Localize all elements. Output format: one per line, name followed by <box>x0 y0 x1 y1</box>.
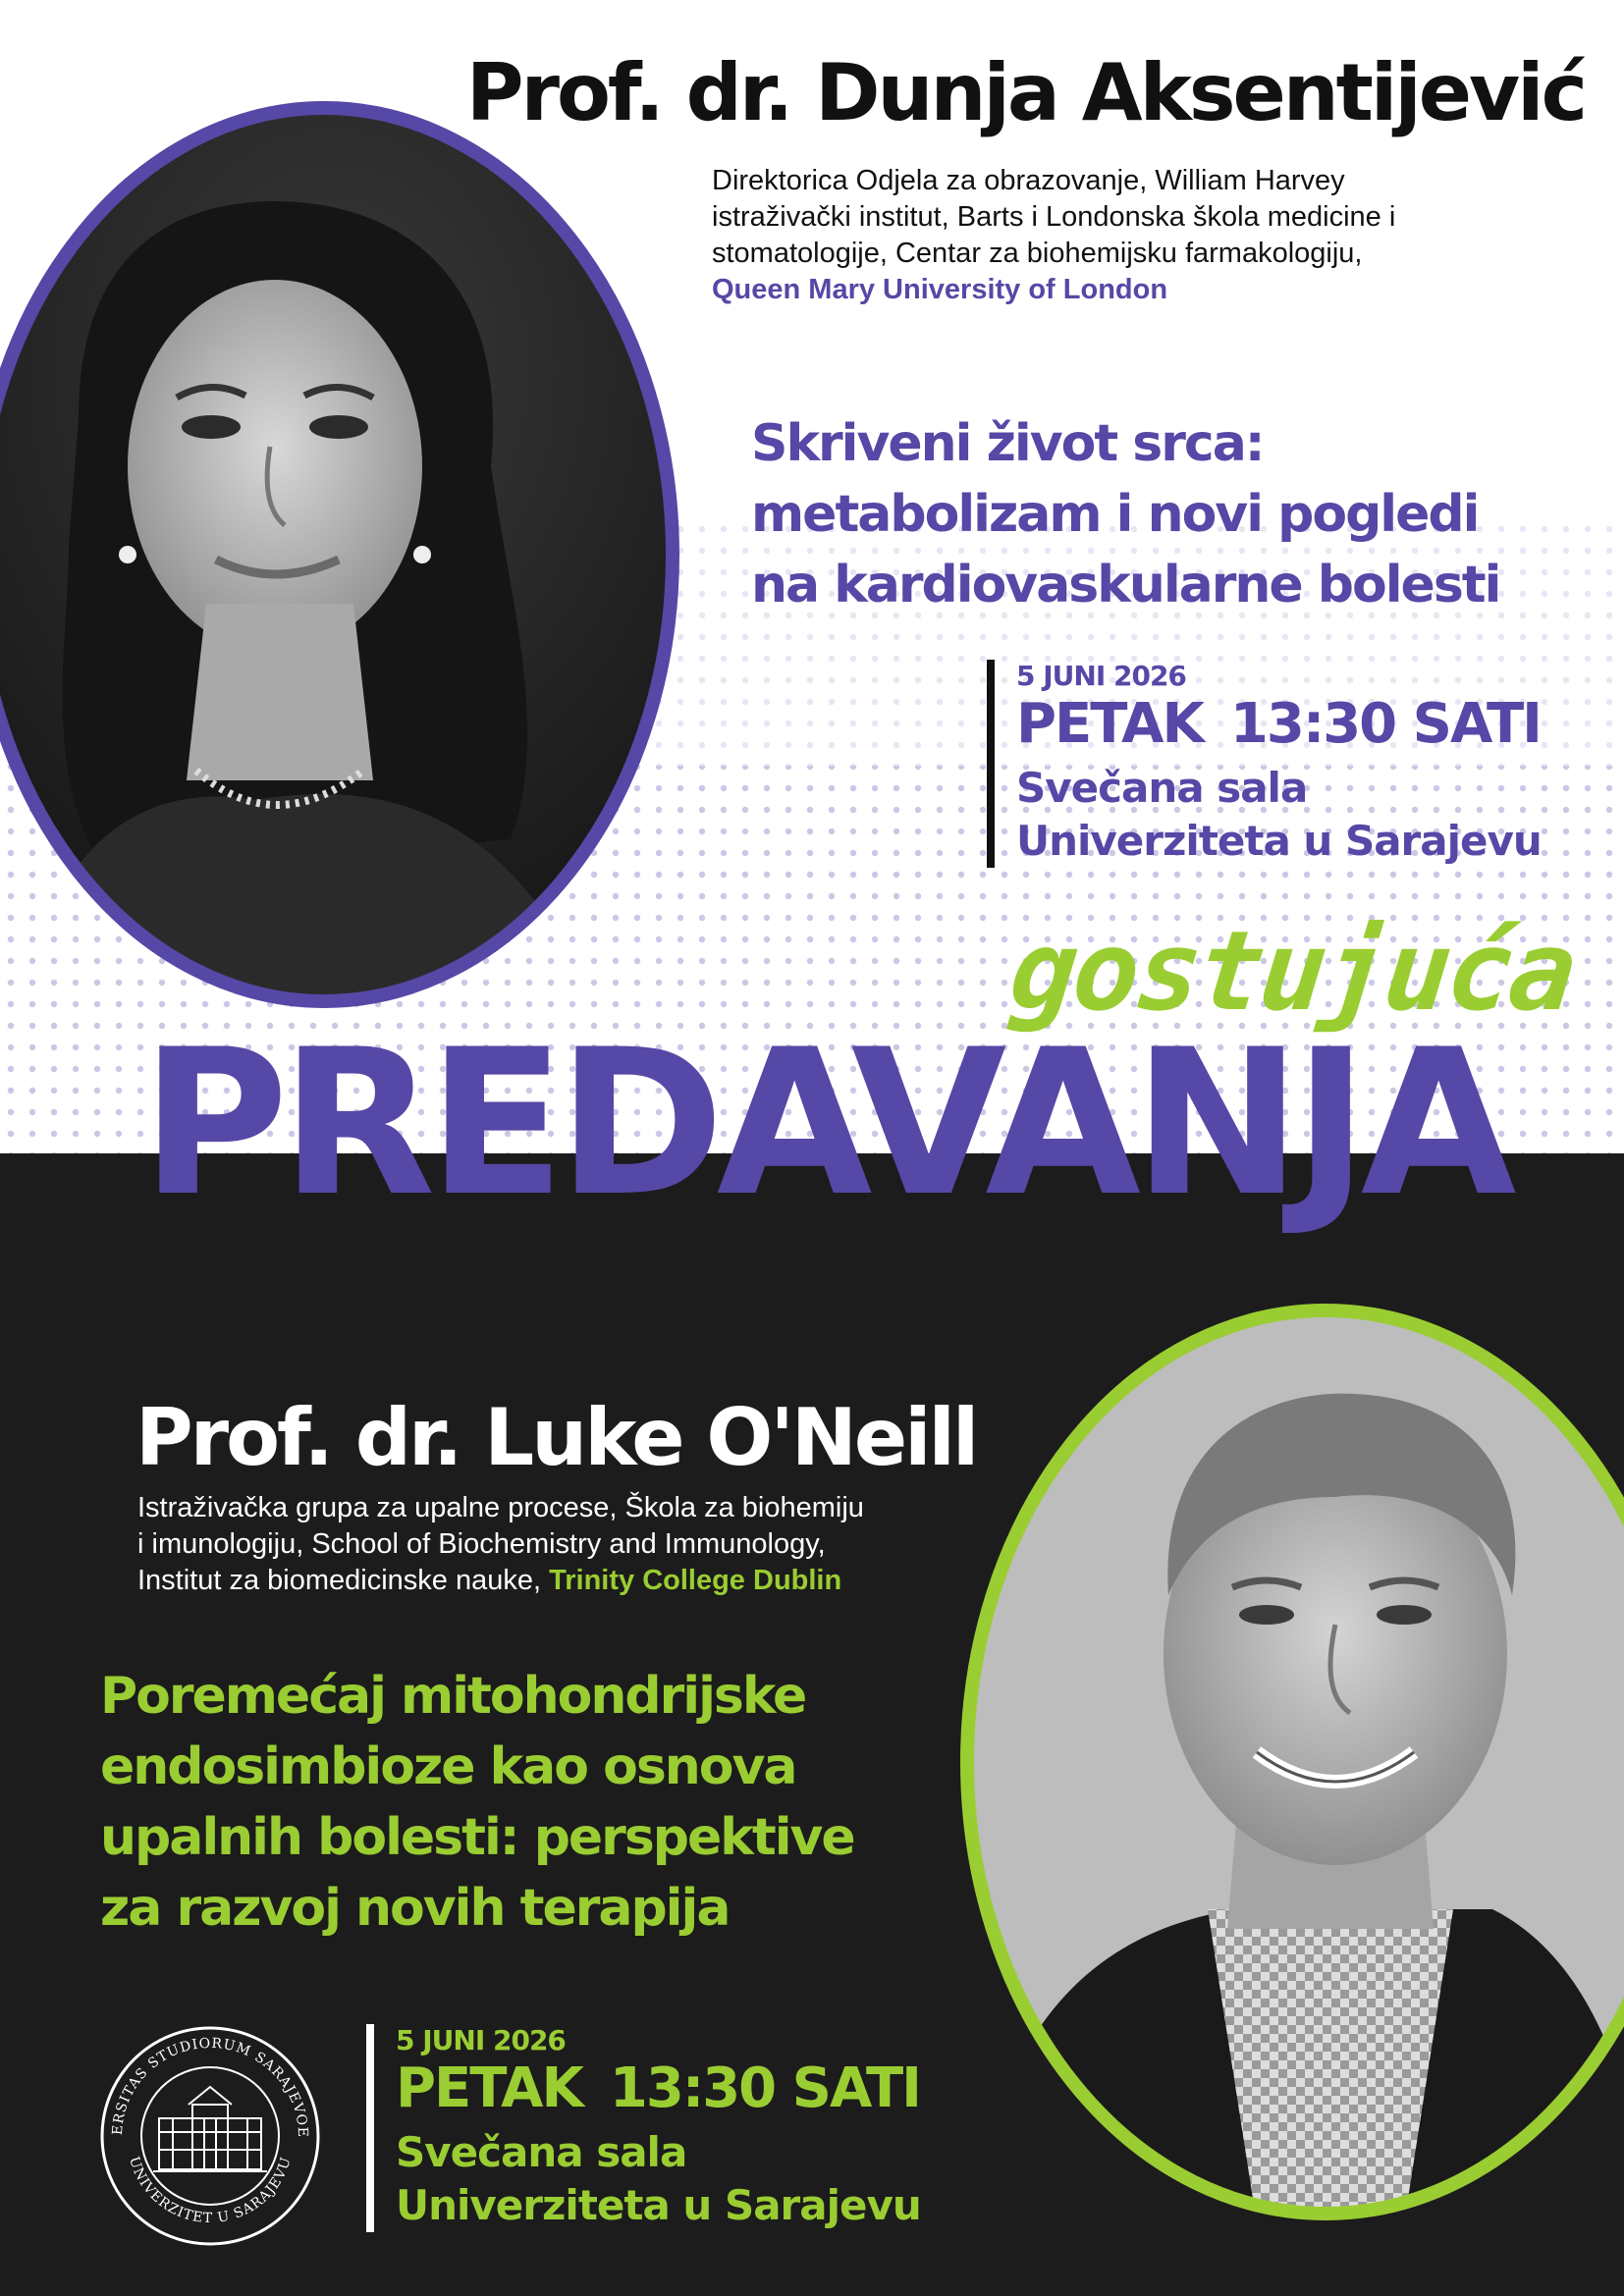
top-speaker-affiliation <box>712 163 1576 308</box>
bottom-venue-line1: Svečana sala <box>396 2128 687 2176</box>
bottom-venue-line2: Univerziteta u Sarajevu <box>396 2181 921 2229</box>
bottom-speaker-name: Prof. dr. Luke O'Neill <box>135 1392 977 1483</box>
top-lecture-title <box>751 408 1499 620</box>
bottom-speaker-affiliation <box>137 1490 1001 1599</box>
affiliation-line: i imunologiju, School of Biochemistry and Immunology, <box>137 1528 826 1560</box>
university-building-seal-icon <box>98 2024 322 2248</box>
affiliation-line: Istraživačka grupa za upalne procese, Škola za biohemiju <box>137 1492 864 1523</box>
affiliation-line: Direktorica Odjela za obrazovanje, William Harvey <box>712 165 1345 196</box>
top-venue-line1: Svečana sala <box>1016 764 1308 812</box>
title-line: endosimbioze kao osnova <box>100 1737 796 1796</box>
affiliation-line: stomatologije, Centar za biohemijsku farmakologiju, <box>712 238 1363 269</box>
top-date-block <box>987 660 1542 868</box>
portrait-photo-woman-icon <box>0 93 707 1016</box>
top-date: 5 JUNI 2026 <box>1016 660 1186 692</box>
svg-text:UNIVERSITAS STUDIORUM SARAJEVO: ERSITAS STUDIORUM SARAJEVOE <box>109 2035 311 2139</box>
bottom-lecture-title <box>100 1661 854 1944</box>
bottom-speaker-institution: Trinity College Dublin <box>549 1565 842 1596</box>
bottom-speaker-photo <box>943 1301 1624 2223</box>
top-speaker-institution: Queen Mary University of London <box>712 274 1168 305</box>
university-seal <box>98 2024 322 2248</box>
top-day-time <box>1016 693 1542 756</box>
svg-text:UNIVERZITET U SARAJEVU: UNIVERZITET U SARAJEVU <box>126 2155 295 2227</box>
title-line: upalnih bolesti: perspektive <box>100 1808 854 1867</box>
banner-script-word: gostujuća <box>1004 908 1579 1036</box>
affiliation-line: istraživački institut, Barts i Londonska škola medicine i <box>712 201 1396 233</box>
portrait-photo-man-icon <box>943 1301 1624 2223</box>
title-line: za razvoj novih terapija <box>100 1879 730 1938</box>
title-line: Poremećaj mitohondrijske <box>100 1667 806 1726</box>
banner-main-word: PREDAVANJA <box>140 1007 1509 1241</box>
top-venue-line2: Univerziteta u Sarajevu <box>1016 817 1542 865</box>
bottom-time: 13:30 SATI <box>609 2056 920 2120</box>
top-speaker-photo <box>0 93 707 1016</box>
title-line: metabolizam i novi pogledi <box>751 485 1479 544</box>
affiliation-prefix: Institut za biomedicinske nauke, <box>137 1565 550 1596</box>
bottom-day-time <box>396 2057 921 2120</box>
bottom-date-block <box>366 2024 921 2232</box>
title-line: Skriveni život srca: <box>751 414 1264 473</box>
top-speaker-name: Prof. dr. Dunja Aksentijević <box>465 47 1585 138</box>
top-time: 13:30 SATI <box>1229 692 1541 756</box>
bottom-date: 5 JUNI 2026 <box>396 2024 566 2056</box>
title-line: na kardiovaskularne bolesti <box>751 556 1500 614</box>
affiliation-line <box>137 1563 1001 1599</box>
bottom-day: PETAK <box>396 2056 582 2120</box>
top-day: PETAK <box>1016 692 1203 756</box>
